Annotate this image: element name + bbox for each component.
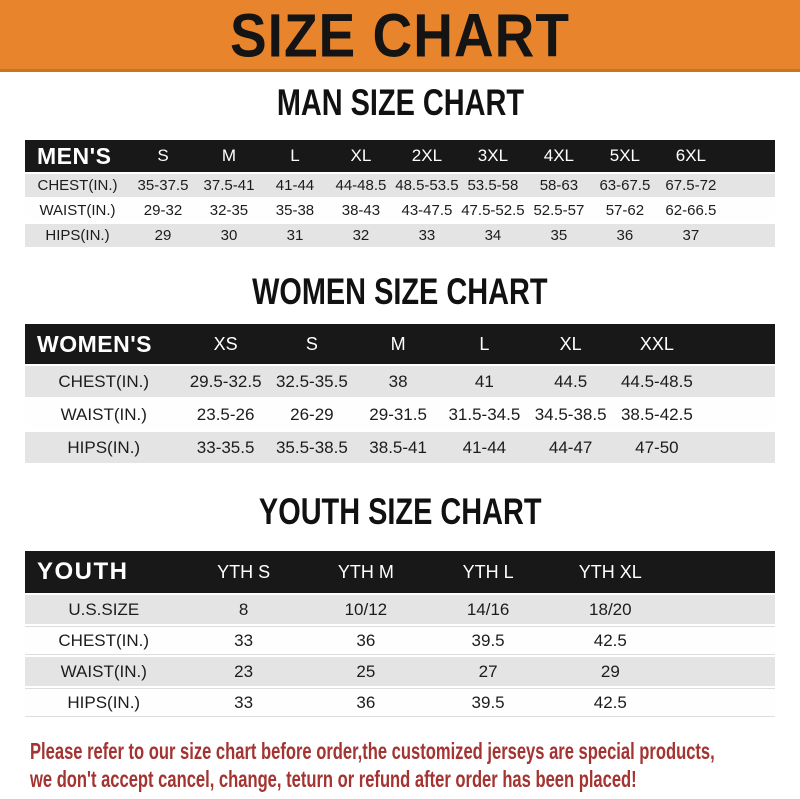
col-header: XS	[213, 333, 238, 354]
cell: 43-47.5	[401, 202, 453, 219]
youth-table-label: YOUTH	[37, 558, 129, 585]
cell: 29-31.5	[369, 404, 427, 424]
row-label: WAIST(IN.)	[39, 202, 116, 219]
col-header: YTH L	[462, 561, 514, 582]
spacer-cell	[671, 626, 775, 655]
col-header: M	[221, 146, 237, 165]
womens-header-row	[25, 324, 775, 364]
table-row	[25, 224, 775, 247]
spacer-cell	[724, 199, 775, 222]
col-header: 6XL	[675, 146, 706, 165]
cell: 38.5-41	[369, 437, 427, 457]
womens-table-label: WOMEN'S	[37, 330, 153, 357]
cell: 41-44	[462, 437, 507, 457]
man-size-chart-heading-text: MAN SIZE CHART	[276, 82, 524, 124]
col-header: M	[390, 333, 406, 354]
col-header: 5XL	[609, 146, 640, 165]
cell: 39.5	[427, 688, 549, 717]
women-size-chart-heading	[0, 273, 800, 311]
cell: 27	[478, 661, 498, 681]
row-label: HIPS(IN.)	[25, 688, 183, 717]
cell: 57-62	[605, 202, 645, 219]
cell: 36	[305, 688, 427, 717]
col-header: 4XL	[543, 146, 575, 165]
footer-note-line2: we don't accept cancel, change, teturn or refund after order has been placed!	[30, 766, 637, 792]
cell: 35.5-38.5	[275, 437, 348, 457]
cell: 36	[305, 626, 427, 655]
col-header: XL	[559, 333, 582, 354]
cell: 38.5-42.5	[620, 404, 693, 424]
mens-size-table	[25, 138, 775, 249]
cell: 29-32	[143, 202, 183, 219]
cell: 31	[286, 227, 304, 244]
col-header: 2XL	[411, 146, 443, 165]
cell: 31.5-34.5	[448, 404, 521, 424]
spacer-cell	[724, 224, 775, 247]
spacer-cell	[700, 366, 775, 397]
row-label: CHEST(IN.)	[58, 371, 150, 391]
row-label: WAIST(IN.)	[60, 661, 147, 681]
cell: 52.5-57	[533, 202, 585, 219]
cell: 38	[388, 371, 408, 391]
cell: 33	[418, 227, 436, 244]
spacer-cell	[700, 432, 775, 463]
cell: 35-38	[275, 202, 315, 219]
row-label: HIPS(IN.)	[45, 227, 110, 244]
table-row	[25, 595, 775, 624]
cell: 42.5	[549, 688, 671, 717]
spacer-cell	[671, 688, 775, 717]
col-header: S	[157, 146, 169, 165]
table-row	[25, 199, 775, 222]
col-header: L	[290, 146, 300, 165]
table-row	[25, 688, 775, 717]
women-size-chart-heading-text: WOMEN SIZE CHART	[252, 271, 548, 313]
cell: 23	[234, 661, 254, 681]
cell: 26-29	[290, 404, 334, 424]
cell: 44-48.5	[335, 177, 387, 194]
col-header: YTH XL	[578, 561, 642, 582]
size-chart-title: SIZE CHART	[230, 0, 570, 70]
col-header: XXL	[639, 333, 674, 354]
youth-size-table	[25, 549, 775, 719]
mens-table-label: MEN'S	[37, 142, 112, 169]
table-row	[25, 432, 775, 463]
row-label: HIPS(IN.)	[67, 437, 141, 457]
mens-header-row	[25, 140, 775, 172]
cell: 67.5-72	[665, 177, 717, 194]
cell: 37	[682, 227, 700, 244]
spacer-cell	[700, 324, 775, 364]
spacer-cell	[724, 140, 775, 172]
row-label: CHEST(IN.)	[37, 177, 118, 194]
table-row	[25, 399, 775, 430]
cell: 41-44	[275, 177, 315, 194]
table-row	[25, 657, 775, 686]
cell: 35	[550, 227, 568, 244]
cell: 48.5-53.5	[395, 177, 459, 194]
womens-size-table	[25, 322, 775, 465]
cell: 32-35	[209, 202, 249, 219]
cell: 29	[154, 227, 172, 244]
spacer-cell	[671, 595, 775, 624]
cell: 47.5-52.5	[461, 202, 525, 219]
col-header: L	[479, 333, 490, 354]
cell: 44.5-48.5	[620, 371, 693, 391]
spacer-cell	[700, 399, 775, 430]
size-chart-banner	[0, 0, 800, 72]
col-header: YTH M	[337, 561, 394, 582]
table-row	[25, 626, 775, 655]
cell: 35-37.5	[137, 177, 189, 194]
cell: 23.5-26	[196, 404, 255, 424]
cell: 41	[474, 371, 494, 391]
col-header: YTH S	[217, 561, 271, 582]
cell: 63-67.5	[599, 177, 651, 194]
cell: 29	[600, 661, 620, 681]
table-row	[25, 174, 775, 197]
row-label: CHEST(IN.)	[25, 626, 183, 655]
youth-size-chart-heading-text: YOUTH SIZE CHART	[258, 491, 542, 533]
col-header: XL	[350, 146, 372, 165]
cell: 34.5-38.5	[534, 404, 607, 424]
cell: 44.5	[554, 371, 588, 391]
cell: 34	[484, 227, 502, 244]
row-label: WAIST(IN.)	[60, 404, 147, 424]
cell: 33	[183, 626, 305, 655]
cell: 32	[352, 227, 370, 244]
cell: 14/16	[466, 599, 510, 619]
cell: 37.5-41	[203, 177, 255, 194]
cell: 36	[616, 227, 634, 244]
cell: 29.5-32.5	[189, 371, 262, 391]
col-header: S	[305, 333, 318, 354]
footer-note	[30, 737, 800, 793]
youth-size-chart-heading	[0, 493, 800, 531]
spacer-cell	[671, 551, 775, 593]
cell: 42.5	[549, 626, 671, 655]
youth-header-row	[25, 551, 775, 593]
cell: 58-63	[539, 177, 579, 194]
spacer-cell	[724, 174, 775, 197]
cell: 32.5-35.5	[275, 371, 348, 391]
row-label: U.S.SIZE	[68, 599, 140, 619]
man-size-chart-heading	[0, 82, 800, 124]
cell: 30	[220, 227, 238, 244]
cell: 38-43	[341, 202, 381, 219]
cell: 44-47	[548, 437, 593, 457]
footer-note-line1: Please refer to our size chart before order,the customized jerseys are special products,	[30, 738, 715, 764]
cell: 53.5-58	[467, 177, 519, 194]
cell: 25	[356, 661, 376, 681]
cell: 18/20	[589, 599, 632, 619]
cell: 8	[238, 599, 249, 619]
spacer-cell	[671, 657, 775, 686]
cell: 33	[183, 688, 305, 717]
col-header: 3XL	[477, 146, 509, 165]
cell: 62-66.5	[665, 202, 717, 219]
cell: 10/12	[344, 599, 388, 619]
cell: 33-35.5	[196, 437, 255, 457]
cell: 47-50	[635, 437, 679, 457]
cell: 39.5	[427, 626, 549, 655]
table-row	[25, 366, 775, 397]
